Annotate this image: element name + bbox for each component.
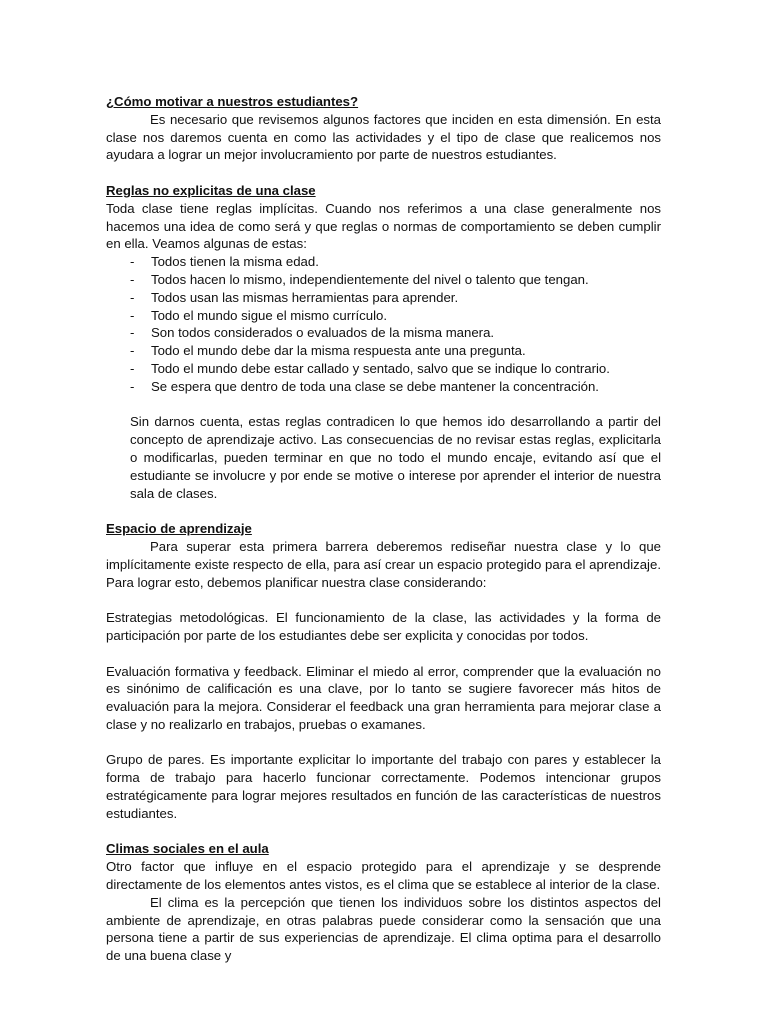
- list-item-text: Se espera que dentro de toda una clase se debe mantener la concentración.: [151, 378, 599, 394]
- list-item-text: Todo el mundo debe dar la misma respuesta ante una pregunta.: [151, 343, 526, 359]
- list-item: [130, 360, 661, 378]
- list-item-text: Todos usan las mismas herramientas para aprender.: [151, 289, 459, 305]
- list-item-text: Todos tienen la misma edad.: [151, 254, 319, 270]
- paragraph-implicit-rules-intro: Toda clase tiene reglas implícitas. Cuando nos referimos a una clase generalmente nos hacemos una idea de como será y que reglas o normas de comportamiento se deben cumplir en ella. Veamos algunas de estas:: [106, 200, 661, 252]
- list-item-text: Todos hacen lo mismo, independientemente del nivel o talento que tengan.: [151, 271, 589, 287]
- list-item: [130, 271, 661, 289]
- dash-marker: -: [130, 378, 135, 394]
- dash-marker: -: [130, 360, 135, 376]
- spacer: [106, 591, 661, 609]
- paragraph-formative-evaluation: Evaluación formativa y feedback. Eliminar el miedo al error, comprender que la evaluación no es sinónimo de calificación es una clave, por lo tanto se sugiere favorecer más hitos de evaluación para la mejora. Considerar el feedback una gran herramienta para mejorar clase a clase y no realizarlo en trabajos, pruebas o examanes.: [106, 663, 661, 732]
- paragraph-motivation-intro: Es necesario que revisemos algunos factores que inciden en esta dimensión. En esta clase nos daremos cuenta en como las actividades y el tipo de clase que realicemos nos ayudara a lograr un mejor involucramiento por parte de nuestros estudiantes.: [106, 111, 661, 163]
- paragraph-climate-definition: El clima es la percepción que tienen los individuos sobre los distintos aspectos del ambiente de aprendizaje, en otras palabras puede considerar como la sensación que una persona tiene a partir de sus experiencias de aprendizaje. El clima optima para el desarrollo de una buena clase y: [106, 894, 661, 964]
- rules-list: [106, 253, 661, 395]
- paragraph-social-climate-intro: Otro factor que influye en el espacio protegido para el aprendizaje y se desprende directamente de los elementos antes vistos, es el clima que se establece al interior de la clase.: [106, 859, 661, 893]
- dash-marker: -: [130, 289, 135, 305]
- dash-marker: -: [130, 271, 135, 287]
- dash-marker: -: [130, 325, 135, 341]
- dash-marker: -: [130, 343, 135, 359]
- spacer: [106, 645, 661, 663]
- list-item-text: Todo el mundo debe estar callado y sentado, salvo que se indique lo contrario.: [151, 360, 610, 376]
- list-item: [130, 253, 661, 271]
- list-item-text: Son todos considerados o evaluados de la misma manera.: [151, 325, 495, 341]
- spacer: [106, 734, 661, 752]
- list-item: [130, 289, 661, 307]
- section-heading-social-climate: Climas sociales en el aula: [106, 841, 269, 857]
- document-page: [106, 93, 661, 965]
- list-item: [130, 342, 661, 360]
- paragraph-learning-space-intro: Para superar esta primera barrera deberemos rediseñar nuestra clase y lo que implícitamente existe respecto de ella, para así crear un espacio protegido para el aprendizaje. Para lograr esto, debemos planificar nuestra clase considerando:: [106, 538, 661, 590]
- list-item: [130, 324, 661, 342]
- paragraph-rules-consequences: Sin darnos cuenta, estas reglas contradicen lo que hemos ido desarrollando a partir del concepto de aprendizaje activo. Las consecuencias de no revisar estas reglas, explicitarla o modificarlas, pueden terminar en que no todo el mundo encaje, evitando así que el estudiante se involucre y por ende se motive o interese por aprender el interior de nuestra sala de clases.: [130, 414, 661, 501]
- list-item: [130, 378, 661, 396]
- list-item: [130, 307, 661, 325]
- dash-marker: -: [130, 307, 135, 323]
- section-heading-learning-space: Espacio de aprendizaje: [106, 521, 252, 537]
- spacer: [106, 823, 661, 841]
- section-heading-motivation: ¿Cómo motivar a nuestros estudiantes?: [106, 94, 359, 109]
- section-heading-implicit-rules: Reglas no explicitas de una clase: [106, 182, 316, 198]
- list-item-text: Todo el mundo sigue el mismo currículo.: [151, 307, 388, 323]
- paragraph-methodological-strategies: Estrategias metodológicas. El funcionamiento de la clase, las actividades y la forma de participación por parte de los estudiantes debe ser explicita y conocidas por todos.: [106, 610, 661, 643]
- paragraph-peer-groups: Grupo de pares. Es importante explicitar lo importante del trabajo con pares y establecer la forma de trabajo para hacerlo funcionar correctamente. Podemos intencionar grupos estratégicamente para lograr mejores resultados en función de las características de nuestros estudiantes.: [106, 752, 661, 821]
- spacer: [106, 502, 661, 520]
- dash-marker: -: [130, 254, 135, 270]
- spacer: [106, 396, 661, 414]
- spacer: [106, 164, 661, 182]
